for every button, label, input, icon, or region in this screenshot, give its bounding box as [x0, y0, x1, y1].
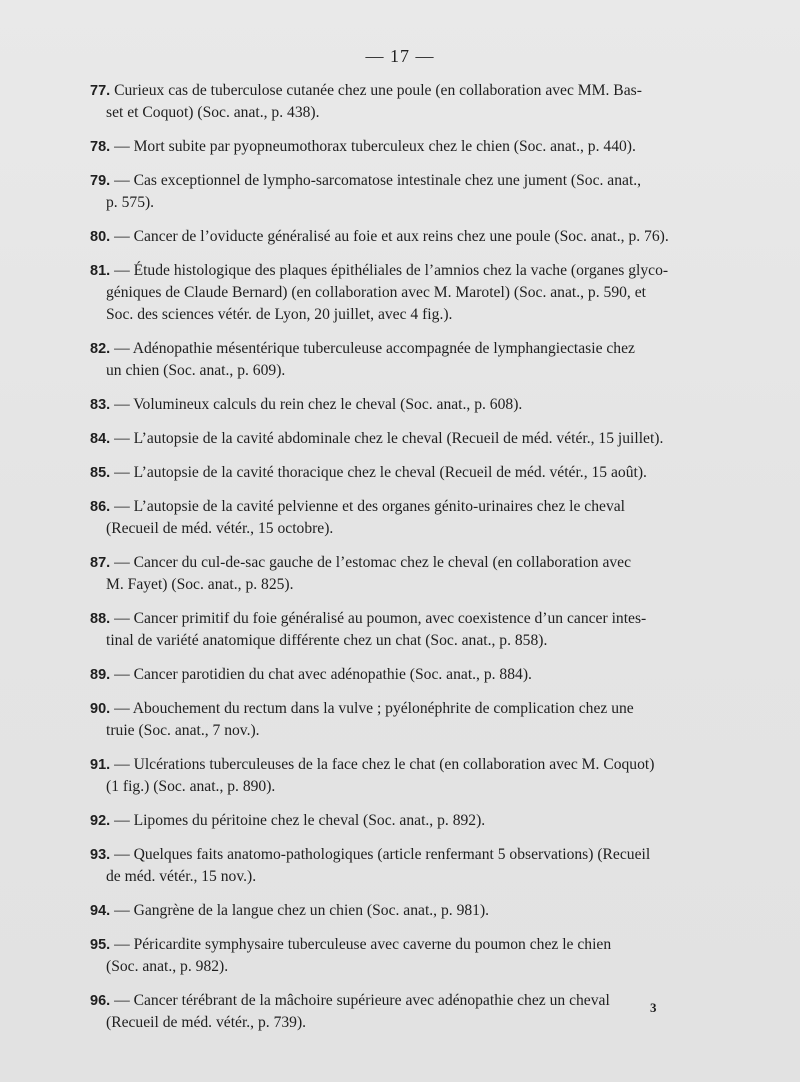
entry-text-line: — L’autopsie de la cavité abdominale chez le cheval (Recueil de méd. vétér., 15 juillet). [114, 430, 664, 447]
entry-number: 83. [90, 397, 111, 413]
entry-text-line: — Cancer térébrant de la mâchoire supérieure avec adénopathie chez un cheval [114, 992, 610, 1009]
bibliography-entry [90, 844, 730, 888]
entry-number: 95. [90, 937, 111, 953]
entry-number: 90. [90, 701, 111, 717]
bibliography-entry [90, 496, 730, 540]
bibliography-entry [90, 810, 730, 832]
bibliography-entry [90, 462, 730, 484]
entry-text-line: Curieux cas de tuberculose cutanée chez une poule (en collaboration avec MM. Bas- [114, 82, 642, 99]
bibliography-entry [90, 260, 730, 326]
bibliography-entry [90, 170, 730, 214]
entry-number: 89. [90, 667, 111, 683]
entry-text-line: — L’autopsie de la cavité thoracique chez le cheval (Recueil de méd. vétér., 15 août). [114, 464, 647, 481]
bibliography-entry [90, 664, 730, 686]
entry-text-line: — Abouchement du rectum dans la vulve ; pyélonéphrite de complication chez une [114, 700, 634, 717]
entry-number: 82. [90, 341, 111, 357]
entry-text-line: de méd. vétér., 15 nov.). [106, 868, 257, 885]
bibliography-entry [90, 428, 730, 450]
bibliography-entry [90, 754, 730, 798]
entry-number: 78. [90, 139, 111, 155]
entry-number: 88. [90, 611, 111, 627]
bibliography-entry [90, 136, 730, 158]
entry-text-line: Soc. des sciences vétér. de Lyon, 20 juillet, avec 4 fig.). [106, 306, 453, 323]
entry-text-line: — Gangrène de la langue chez un chien (Soc. anat., p. 981). [114, 902, 490, 919]
bibliography-list [90, 80, 730, 1046]
bibliography-entry [90, 338, 730, 382]
bibliography-entry [90, 608, 730, 652]
bibliography-entry [90, 394, 730, 416]
entry-text-line: — Ulcérations tuberculeuses de la face chez le chat (en collaboration avec M. Coquot) [114, 756, 655, 773]
entry-text-line: un chien (Soc. anat., p. 609). [106, 362, 286, 379]
signature-mark: 3 [650, 1000, 657, 1015]
entry-number: 86. [90, 499, 111, 515]
entry-text-line: M. Fayet) (Soc. anat., p. 825). [106, 576, 294, 593]
entry-number: 91. [90, 757, 111, 773]
entry-text-line: — Lipomes du péritoine chez le cheval (Soc. anat., p. 892). [114, 812, 486, 829]
bibliography-entry [90, 900, 730, 922]
entry-text-line: — Étude histologique des plaques épithéliales de l’amnios chez la vache (organes glyco- [114, 262, 669, 279]
entry-text-line: (Soc. anat., p. 982). [106, 958, 229, 975]
entry-text-line: — Cancer du cul-de-sac gauche de l’estomac chez le cheval (en collaboration avec [114, 554, 632, 571]
bibliography-entry [90, 226, 730, 248]
bibliography-entry [90, 80, 730, 124]
entry-number: 84. [90, 431, 111, 447]
entry-number: 85. [90, 465, 111, 481]
entry-text-line: géniques de Claude Bernard) (en collaboration avec M. Marotel) (Soc. anat., p. 590, et [106, 284, 646, 301]
entry-number: 94. [90, 903, 111, 919]
entry-number: 81. [90, 263, 111, 279]
entry-text-line: — Mort subite par pyopneumothorax tuberculeux chez le chien (Soc. anat., p. 440). [114, 138, 636, 155]
entry-text-line: p. 575). [106, 194, 155, 211]
entry-text-line: — Cancer parotidien du chat avec adénopathie (Soc. anat., p. 884). [114, 666, 532, 683]
entry-text-line: — L’autopsie de la cavité pelvienne et des organes génito-urinaires chez le cheval [114, 498, 626, 515]
entry-text-line: (Recueil de méd. vétér., p. 739). [106, 1014, 307, 1031]
entry-text-line: — Péricardite symphysaire tuberculeuse avec caverne du poumon chez le chien [114, 936, 612, 953]
entry-text-line: — Cancer primitif du foie généralisé au poumon, avec coexistence d’un cancer intes- [114, 610, 647, 627]
bibliography-entry [90, 698, 730, 742]
entry-text-line: tinal de variété anatomique différente chez un chat (Soc. anat., p. 858). [106, 632, 548, 649]
bibliography-entry [90, 934, 730, 978]
page-number: — 17 — [365, 46, 435, 66]
entry-text-line: (1 fig.) (Soc. anat., p. 890). [106, 778, 276, 795]
entry-text-line: — Cas exceptionnel de lympho-sarcomatose intestinale chez une jument (Soc. anat., [114, 172, 642, 189]
entry-text-line: (Recueil de méd. vétér., 15 octobre). [106, 520, 334, 537]
entry-text-line: — Quelques faits anatomo-pathologiques (article renfermant 5 observations) (Recueil [114, 846, 651, 863]
entry-number: 77. [90, 83, 111, 99]
entry-number: 87. [90, 555, 111, 571]
entry-number: 79. [90, 173, 111, 189]
entry-text-line: — Volumineux calculs du rein chez le cheval (Soc. anat., p. 608). [114, 396, 523, 413]
bibliography-entry [90, 990, 730, 1034]
entry-number: 96. [90, 993, 111, 1009]
entry-number: 93. [90, 847, 111, 863]
entry-text-line: truie (Soc. anat., 7 nov.). [106, 722, 260, 739]
entry-number: 80. [90, 229, 111, 245]
entry-number: 92. [90, 813, 111, 829]
bibliography-entry [90, 552, 730, 596]
entry-text-line: set et Coquot) (Soc. anat., p. 438). [106, 104, 320, 121]
entry-text-line: — Cancer de l’oviducte généralisé au foie et aux reins chez une poule (Soc. anat., p. 76). [114, 228, 669, 245]
entry-text-line: — Adénopathie mésentérique tuberculeuse accompagnée de lymphangiectasie chez [114, 340, 635, 357]
